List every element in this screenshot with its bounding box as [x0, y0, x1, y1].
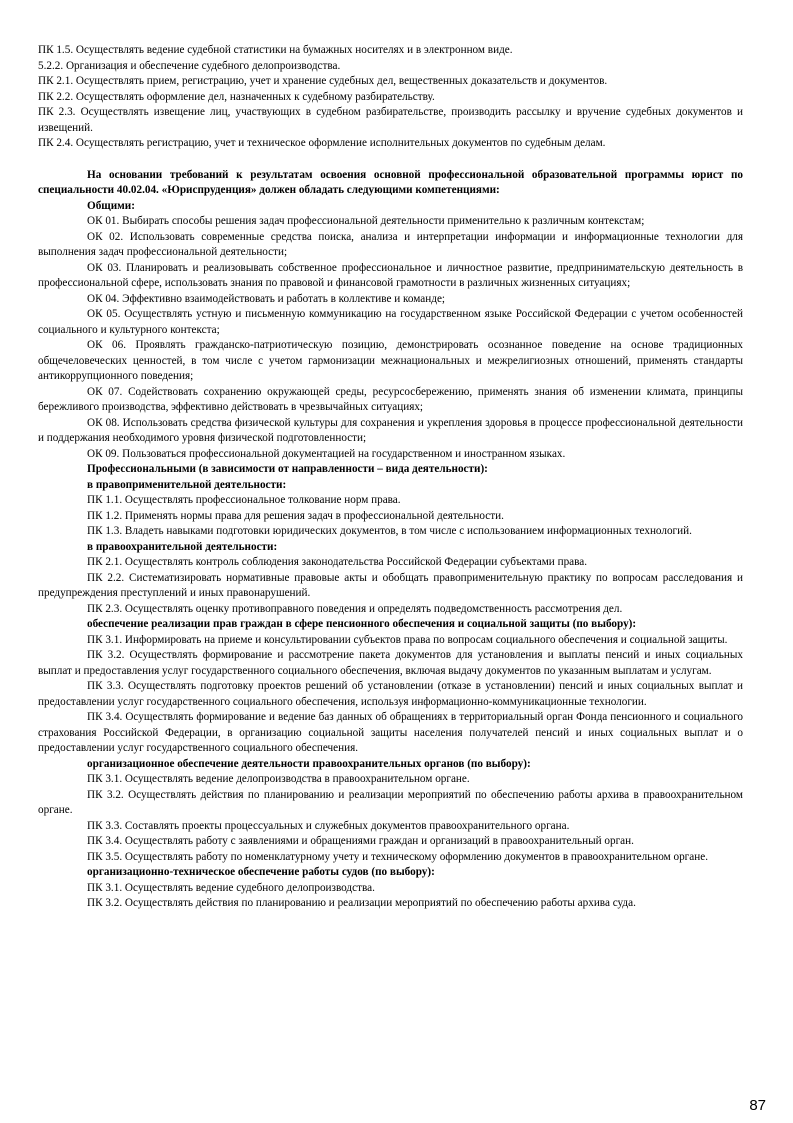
- paragraph-pk-2-2: ПК 2.2. Осуществлять оформление дел, назначенных к судебному разбирательству.: [38, 90, 435, 103]
- pk-2-1: ПК 2.1. Осуществлять контроль соблюдения законодательства Российской Федерации субъектами права.: [87, 556, 588, 568]
- pk-3-1-social: ПК 3.1. Информировать на приеме и консультировании субъектов права по вопросам социального обеспечения и социальной защиты.: [87, 633, 728, 646]
- pk-3-1-organs: ПК 3.1. Осуществлять ведение делопроизводства в правоохранительном органе.: [87, 773, 470, 785]
- ok-08: ОК 08. Использовать средства физической культуры для сохранения и укрепления здоровья в процессе профессиональной деятельности и поддержания необходимого уровня физической подготовленности;: [38, 416, 743, 444]
- ok-03: ОК 03. Планировать и реализовывать собственное профессиональное и личностное развитие, предпринимательскую деятельность в профессиональной сфере, использовать знания по правовой и финансовой грамотности в различных жизненных ситуациях;: [38, 261, 743, 289]
- professional-heading: Профессиональными (в зависимости от направленности – вида деятельности):: [87, 463, 488, 475]
- page-number: 87: [749, 1097, 766, 1114]
- paragraph-pk-2-4: ПК 2.4. Осуществлять регистрацию, учет и техническое оформление исполнительных документов по судебным делам.: [38, 137, 606, 149]
- section-heading-courts: организационно-техническое обеспечение работы судов (по выбору):: [87, 866, 435, 878]
- ok-05: ОК 05. Осуществлять устную и письменную коммуникацию на государственном языке Российской Федерации с учетом особенностей социального и культурного контекста;: [38, 308, 743, 336]
- pk-3-3-social: ПК 3.3. Осуществлять подготовку проектов решений об установлении (отказе в установлении) пенсий и иных социальных выплат и предоставлении услуг государственного социального обеспечения, используя информационно-коммуникационные технологии.: [38, 680, 743, 708]
- pk-3-4-social: ПК 3.4. Осуществлять формирование и ведение баз данных об обращениях в территориальный орган Фонда пенсионного и социального страхования Российской Федерации, в организацию социальной защиты населения получателей пенсий и иных социальных выплат и о предоставлении услуг государственного социального обеспечения.: [38, 711, 743, 754]
- document-body: [38, 43, 743, 912]
- pk-3-4-organs: ПК 3.4. Осуществлять работу с заявлениями и обращениями граждан и организаций в правоохранительный орган.: [87, 835, 634, 847]
- pk-1-1: ПК 1.1. Осуществлять профессиональное толкование норм права.: [87, 494, 401, 506]
- ok-09: ОК 09. Пользоваться профессиональной документацией на государственном и иностранном языках.: [87, 447, 566, 460]
- ok-01: ОК 01. Выбирать способы решения задач профессиональной деятельности применительно к различным контекстам;: [87, 215, 645, 227]
- ok-06: ОК 06. Проявлять гражданско-патриотическую позицию, демонстрировать осознанное поведение на основе традиционных общечеловеческих ценностей, в том числе с учетом гармонизации межнациональных и межрелигиозных отношений, применять стандарты антикоррупционного поведения;: [38, 339, 743, 382]
- paragraph-5-2-2: 5.2.2. Организация и обеспечение судебного делопроизводства.: [38, 59, 341, 72]
- ok-02: ОК 02. Использовать современные средства поиска, анализа и интерпретации информации и информационные технологии для выполнения задач профессиональной деятельности;: [38, 230, 743, 258]
- section-heading-law-enforcement: в правоохранительной деятельности:: [87, 540, 278, 553]
- pk-3-5-organs: ПК 3.5. Осуществлять работу по номенклатурному учету и техническому оформлению документов в правоохранительном органе.: [87, 850, 708, 863]
- paragraph-pk-1-5: ПК 1.5. Осуществлять ведение судебной статистики на бумажных носителях и в электронном виде.: [38, 44, 513, 56]
- section-heading-pension-social: обеспечение реализации прав граждан в сфере пенсионного обеспечения и социальной защиты (по выбору):: [87, 618, 637, 630]
- paragraph-pk-2-1: ПК 2.1. Осуществлять прием, регистрацию, учет и хранение судебных дел, вещественных доказательств и документов.: [38, 75, 608, 87]
- section-gap: [38, 152, 743, 168]
- pk-3-2-social: ПК 3.2. Осуществлять формирование и рассмотрение пакета документов для установления и выплаты пенсий и иных социальных выплат и предоставления услуг государственного социального обеспечения, включая выдачу документов по указанным выплатам и услугам.: [38, 649, 743, 677]
- ok-07: ОК 07. Содействовать сохранению окружающей среды, ресурсосбережению, применять знания об изменении климата, принципы бережливого производства, эффективно действовать в чрезвычайных ситуациях;: [38, 385, 743, 413]
- pk-3-1-courts: ПК 3.1. Осуществлять ведение судебного делопроизводства.: [87, 881, 375, 894]
- general-heading: Общими:: [87, 199, 135, 212]
- pk-2-2: ПК 2.2. Систематизировать нормативные правовые акты и обобщать правоприменительную практику по вопросам расследования и предупреждения преступлений и иных правонарушений.: [38, 571, 743, 599]
- pk-3-3-organs: ПК 3.3. Составлять проекты процессуальных и служебных документов правоохранительного органа.: [87, 819, 570, 832]
- pk-1-3: ПК 1.3. Владеть навыками подготовки юридических документов, в том числе с использованием информационных технологий.: [87, 525, 692, 537]
- section-heading-law-enforcement-organs: организационное обеспечение деятельности правоохранительных органов (по выбору):: [87, 757, 531, 770]
- paragraph-pk-2-3: ПК 2.3. Осуществлять извещение лиц, участвующих в судебном разбирательстве, производить рассылку и вручение судебных документов и извещений.: [38, 106, 743, 134]
- pk-3-2-organs: ПК 3.2. Осуществлять действия по планированию и реализации мероприятий по обеспечению работы архива в правоохранительном органе.: [38, 788, 743, 816]
- pk-2-3: ПК 2.3. Осуществлять оценку противоправного поведения и определять подведомственность рассмотрения дел.: [87, 602, 623, 615]
- section-heading-law-enforcement-application: в правоприменительной деятельности:: [87, 478, 287, 491]
- pk-3-2-courts: ПК 3.2. Осуществлять действия по планированию и реализации мероприятий по обеспечению работы архива суда.: [87, 897, 636, 909]
- pk-1-2: ПК 1.2. Применять нормы права для решения задач в профессиональной деятельности.: [87, 509, 504, 522]
- ok-04: ОК 04. Эффективно взаимодействовать и работать в коллективе и команде;: [87, 292, 446, 305]
- intro-paragraph: На основании требований к результатам освоения основной профессиональной образовательной программы юрист по специальности 40.02.04. «Юриспруденция» должен обладать следующими компетенциями:: [38, 168, 743, 196]
